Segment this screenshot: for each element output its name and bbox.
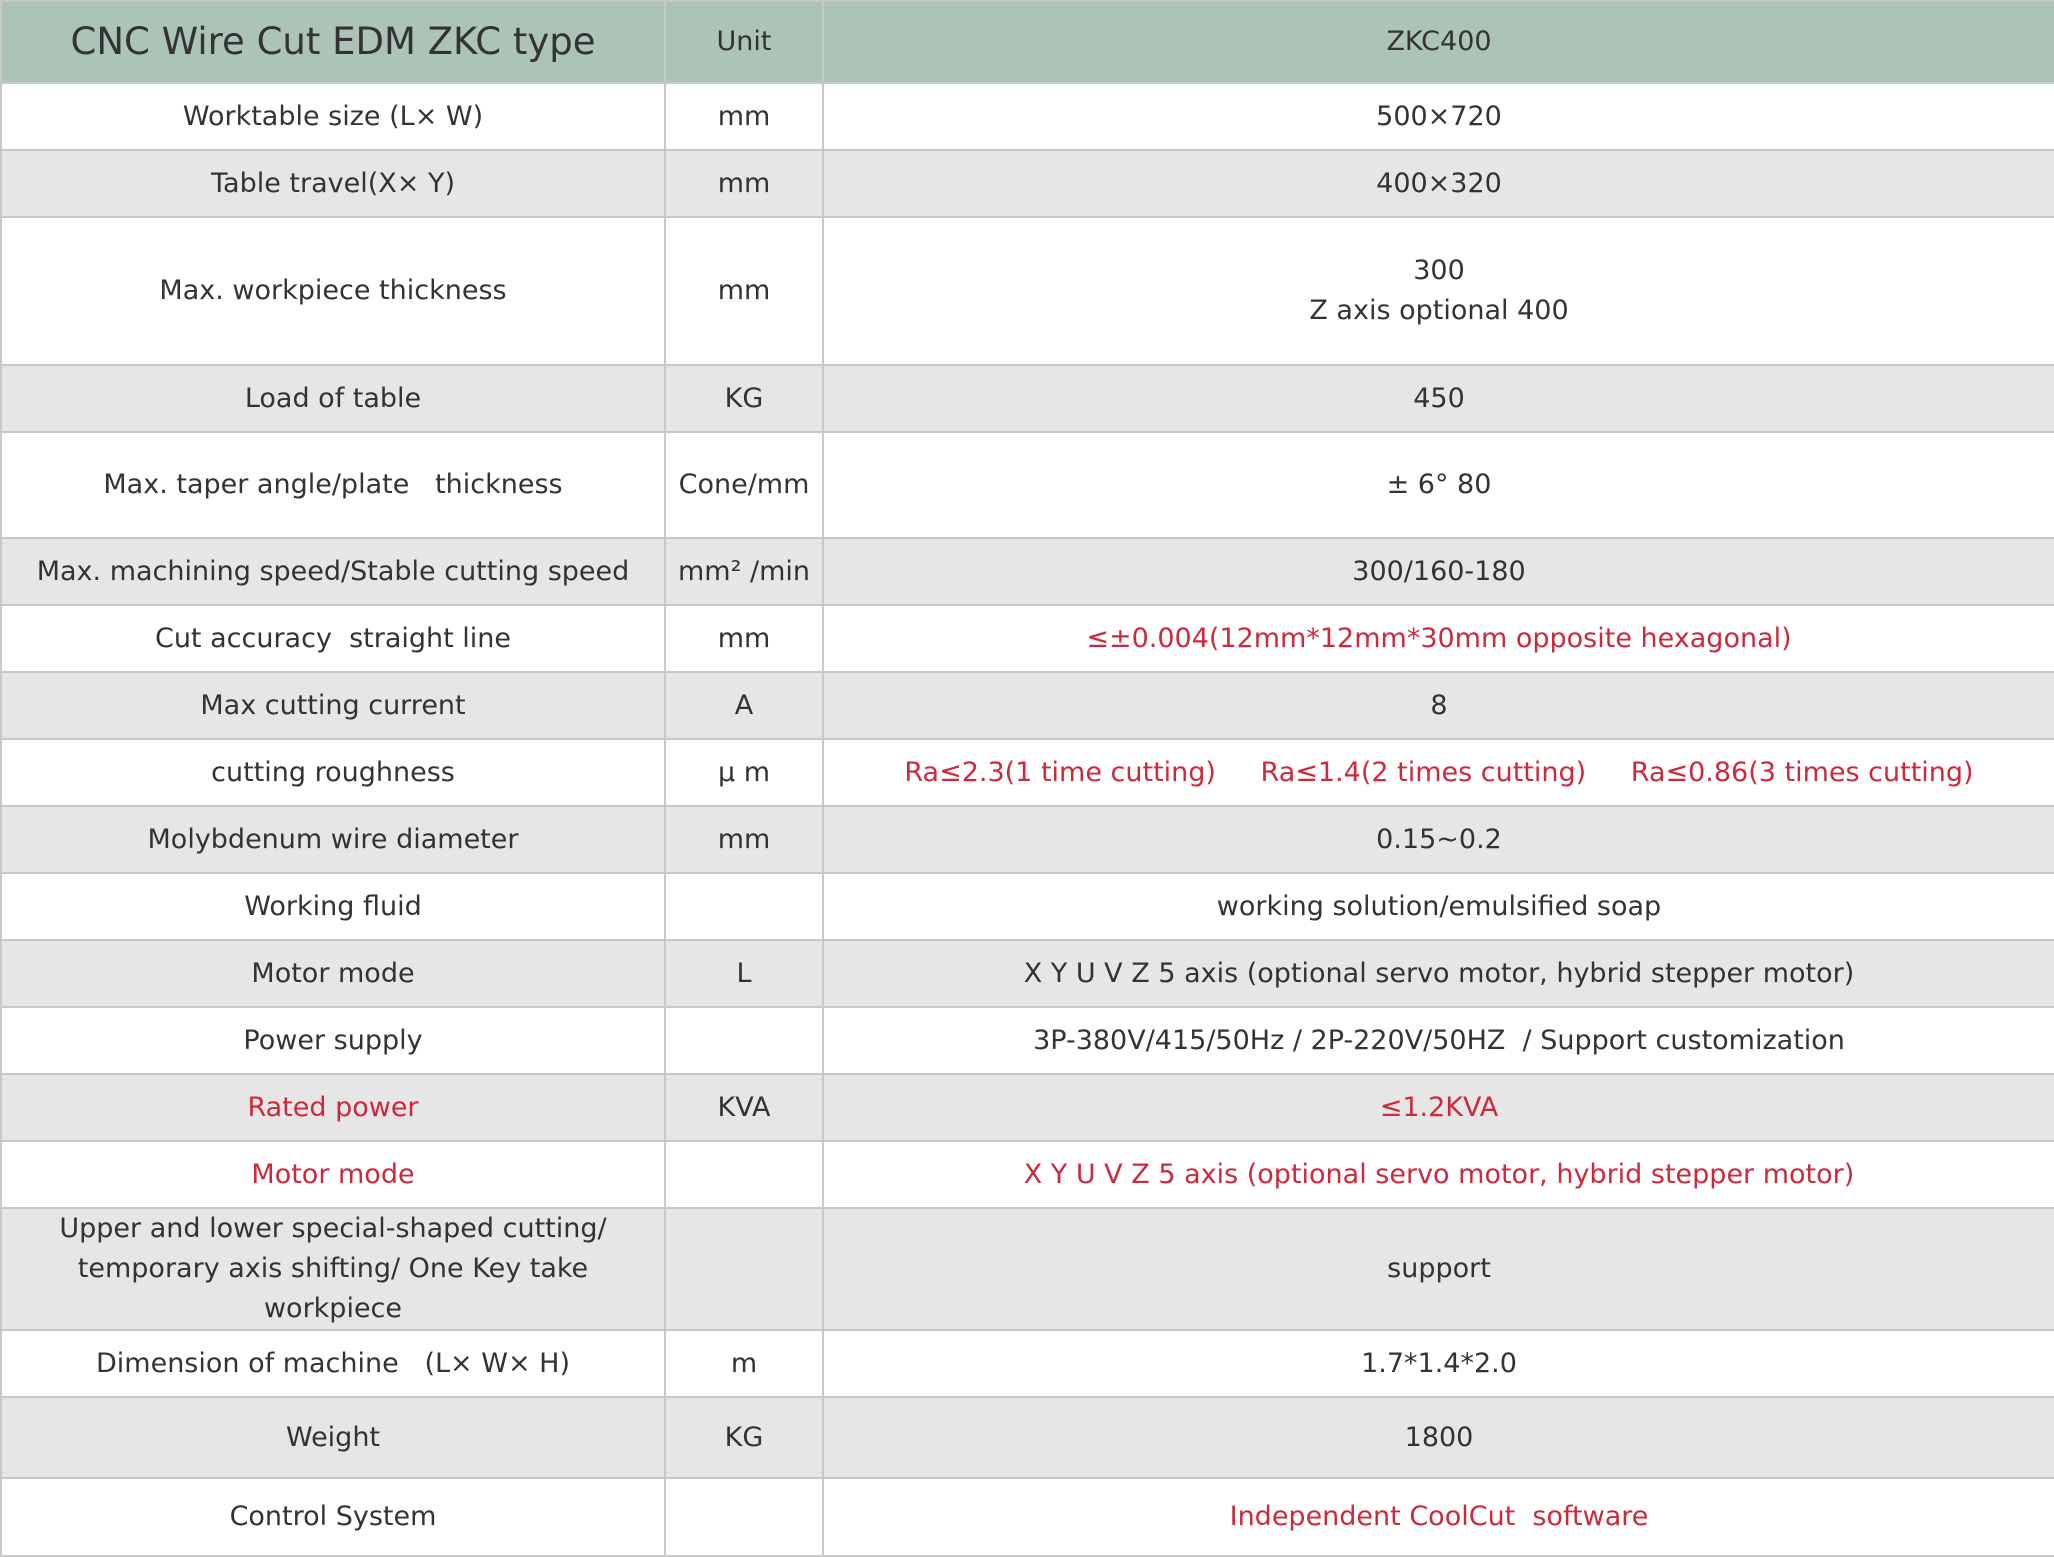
value-cell: ≤±0.004(12mm*12mm*30mm opposite hexagonal)	[823, 605, 2054, 672]
value-cell: 3P-380V/415/50Hz / 2P-220V/50HZ / Support customization	[823, 1007, 2054, 1074]
value-cell: 1800	[823, 1397, 2054, 1478]
table-row	[1, 150, 2054, 217]
table-row	[1, 873, 2054, 940]
value-cell: working solution/emulsified soap	[823, 873, 2054, 940]
unit-cell: m	[665, 1330, 823, 1397]
unit-cell: KG	[665, 365, 823, 432]
value-cell: 400×320	[823, 150, 2054, 217]
table-row	[1, 1208, 2054, 1330]
param-cell: Table travel(X× Y)	[1, 150, 665, 217]
unit-cell: μ m	[665, 739, 823, 806]
table-header	[1, 1, 2054, 83]
param-cell: Power supply	[1, 1007, 665, 1074]
value-cell: X Y U V Z 5 axis (optional servo motor, hybrid stepper motor)	[823, 1141, 2054, 1208]
value-cell: Independent CoolCut software	[823, 1478, 2054, 1556]
table-row	[1, 83, 2054, 150]
table-row	[1, 1007, 2054, 1074]
unit-cell	[665, 1141, 823, 1208]
unit-cell	[665, 1478, 823, 1556]
param-cell: Motor mode	[1, 940, 665, 1007]
param-cell: Max. taper angle/plate thickness	[1, 432, 665, 538]
value-line: 300	[1413, 255, 1465, 286]
param-cell: Worktable size (L× W)	[1, 83, 665, 150]
value-cell: 300/160-180	[823, 538, 2054, 605]
param-cell: Max cutting current	[1, 672, 665, 739]
roughness-value: Ra≤2.3(1 time cutting)	[904, 756, 1216, 788]
table-row	[1, 806, 2054, 873]
param-cell: Load of table	[1, 365, 665, 432]
param-cell: Motor mode	[1, 1141, 665, 1208]
table-row	[1, 365, 2054, 432]
unit-cell: Cone/mm	[665, 432, 823, 538]
table-title: CNC Wire Cut EDM ZKC type	[1, 1, 665, 83]
table-row	[1, 672, 2054, 739]
unit-cell	[665, 1208, 823, 1330]
table-row	[1, 1141, 2054, 1208]
param-cell: Rated power	[1, 1074, 665, 1141]
value-cell: 1.7*1.4*2.0	[823, 1330, 2054, 1397]
value-cell: X Y U V Z 5 axis (optional servo motor, hybrid stepper motor)	[823, 940, 2054, 1007]
unit-cell	[665, 1007, 823, 1074]
table-row	[1, 217, 2054, 365]
unit-cell	[665, 873, 823, 940]
table-row	[1, 739, 2054, 806]
param-cell: Working fluid	[1, 873, 665, 940]
value-line: Z axis optional 400	[1309, 295, 1569, 326]
unit-cell: mm	[665, 217, 823, 365]
table-row	[1, 1074, 2054, 1141]
param-cell: Cut accuracy straight line	[1, 605, 665, 672]
table-row	[1, 538, 2054, 605]
model-column-header: ZKC400	[823, 1, 2054, 83]
header-row	[1, 1, 2054, 83]
value-cell: support	[823, 1208, 2054, 1330]
table-row	[1, 432, 2054, 538]
param-cell	[1, 1208, 665, 1330]
roughness-value: Ra≤0.86(3 times cutting)	[1630, 756, 1974, 788]
unit-cell: mm	[665, 806, 823, 873]
param-cell: Max. workpiece thickness	[1, 217, 665, 365]
param-cell: Weight	[1, 1397, 665, 1478]
unit-column-header: Unit	[665, 1, 823, 83]
value-cell: 0.15~0.2	[823, 806, 2054, 873]
unit-cell: mm	[665, 83, 823, 150]
value-cell: 500×720	[823, 83, 2054, 150]
value-cell: 450	[823, 365, 2054, 432]
table-row	[1, 605, 2054, 672]
unit-cell: mm	[665, 605, 823, 672]
unit-cell: KVA	[665, 1074, 823, 1141]
value-cell: ≤1.2KVA	[823, 1074, 2054, 1141]
param-line: temporary axis shifting/ One Key take workpiece	[77, 1253, 589, 1324]
table-body	[1, 83, 2054, 1556]
unit-cell: KG	[665, 1397, 823, 1478]
param-cell: Max. machining speed/Stable cutting speed	[1, 538, 665, 605]
unit-cell: mm² /min	[665, 538, 823, 605]
value-cell	[823, 217, 2054, 365]
unit-cell: mm	[665, 150, 823, 217]
param-cell: Control System	[1, 1478, 665, 1556]
table-row	[1, 1397, 2054, 1478]
roughness-value: Ra≤1.4(2 times cutting)	[1260, 756, 1587, 788]
unit-cell: A	[665, 672, 823, 739]
table-row	[1, 1330, 2054, 1397]
param-cell: cutting roughness	[1, 739, 665, 806]
param-cell: Dimension of machine (L× W× H)	[1, 1330, 665, 1397]
param-line: Upper and lower special-shaped cutting/	[59, 1213, 607, 1244]
table-row	[1, 1478, 2054, 1556]
value-cell: ± 6° 80	[823, 432, 2054, 538]
value-cell	[823, 739, 2054, 806]
value-cell: 8	[823, 672, 2054, 739]
unit-cell: L	[665, 940, 823, 1007]
table-row	[1, 940, 2054, 1007]
param-cell: Molybdenum wire diameter	[1, 806, 665, 873]
